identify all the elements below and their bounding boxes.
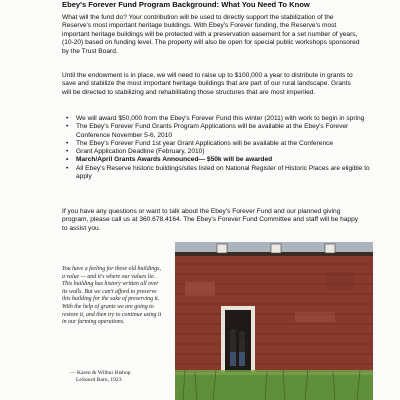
list-item: • The Ebey's Forever Fund 1st year Grant Applications will be available at the Conference	[76, 140, 376, 148]
program-timeline-list	[62, 115, 376, 181]
list-item: • We will award $50,000 from the Ebey's Forever Fund this winter (2011) with work to begin in spring	[76, 115, 376, 123]
quote-author: — Karen & Wilbur Bishop	[70, 370, 131, 376]
quote-source: LeSourd Barn, 1923	[76, 377, 122, 383]
paragraph-contact: If you have any questions or want to talk about the Ebey's Forever Fund and our planned giving program, please call us at 360.678.4164. The Ebey's Forever Fund Committee and staff will be happy to assist you.	[62, 208, 359, 232]
paragraph-endowment: Until the endowment is in place, we will need to raise up to $100,000 a year to distribute in grants to save and stabilize the most important heritage buildings that are part of our rural landscape. Grants will be directed to stabilizing and rehabilitating those structures that are most imperiled.	[62, 72, 353, 96]
barn-photo-illustration	[175, 242, 373, 400]
list-item: • March/April Grants Awards Announced— $50k will be awarded	[76, 156, 376, 164]
barn-quote: You have a feeling for these old buildings, a value — and it's where our values lie. This building has history written all over its walls. But we can't afford to preserve this building for the sake of preserving it. With the help of grants we are going to restore it, and then try to continue using it in our farming operations.	[62, 266, 162, 326]
list-item: • All Ebey's Reserve historic buildings/sites listed on National Register of Historic Places are eligible to apply	[76, 165, 376, 182]
list-item: • The Ebey's Forever Fund Grants Program Applications will be available at the Ebey's Forever Conference November 5-6, 2010	[76, 123, 376, 140]
quote-attribution	[70, 370, 170, 384]
page-title: Ebey's Forever Fund Program Background: What You Need To Know	[62, 0, 310, 9]
barn-photo	[175, 242, 373, 400]
paragraph-fund-purpose: What will the fund do? Your contribution will be used to directly support the stabilization of the Reserve's most important heritage buildings. With Ebey's Forever funding, the Reserve's most important heritage buildings will be protected with a preservation easement for a set number of years, (10-20) based on funding level. The property will also be open for special public workshops sponsored by the Trust Board.	[62, 14, 360, 55]
list-item: • Grant Application Deadline (February, 2010)	[76, 148, 376, 156]
